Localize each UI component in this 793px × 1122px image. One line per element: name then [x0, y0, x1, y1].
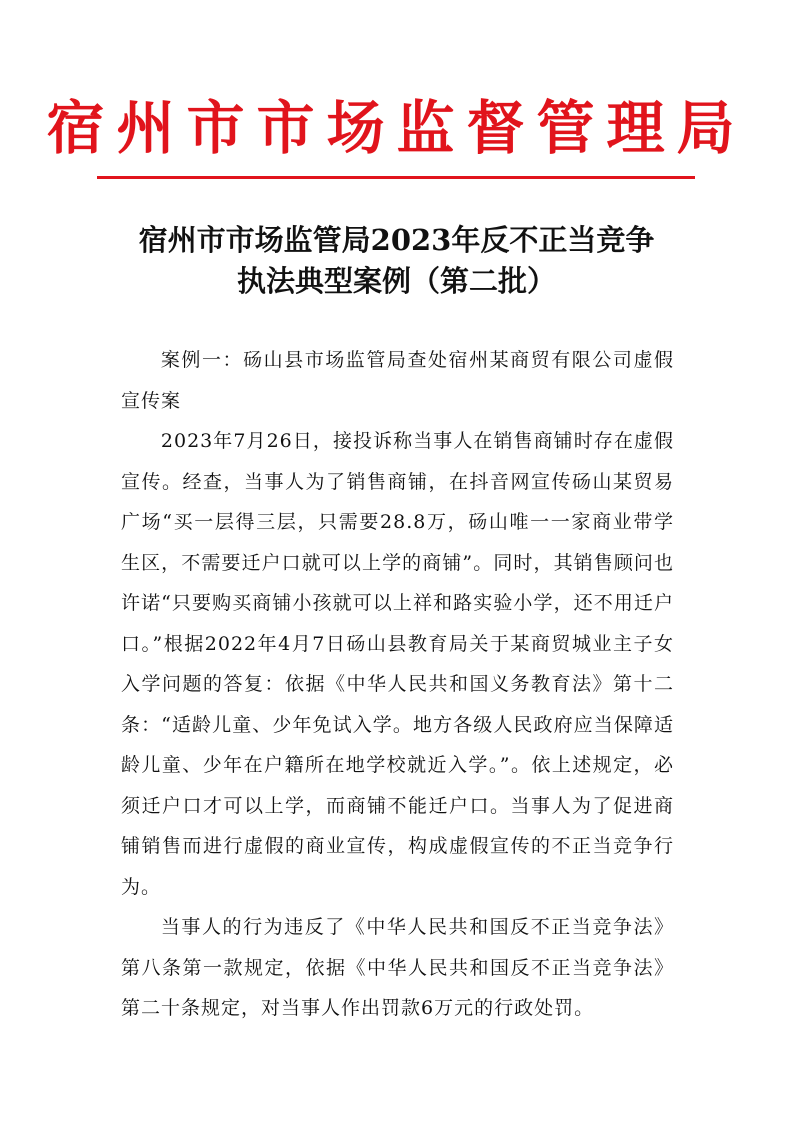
case-heading: 案例一：砀山县市场监管局查处宿州某商贸有限公司虚假宣传案 — [121, 349, 674, 412]
case-body — [121, 340, 674, 1029]
document-title-line-1: 宿州市市场监管局2023年反不正当竞争 — [138, 223, 655, 257]
masthead-org-name: 宿州市市场监督管理局 — [46, 94, 747, 162]
case-paragraph-facts: 2023年7月26日，接投诉称当事人在销售商铺时存在虚假宣传。经查，当事人为了销售商铺，在抖音网宣传砀山某贸易广场“买一层得三层，只需要28.8万，砀山唯一一家商业带学生区，不需要迁户口就可以上学的商铺”。同时，其销售顾问也许诺“只要购买商铺小孩就可以上祥和路实验小学，还不用迁户口。”根据2022年4月7日砀山县教育局关于某商贸城业主子女入学问题的答复：依据《中华人民共和国义务教育法》第十二条：“适龄儿童、少年免试入学。地方各级人民政府应当保障适龄儿童、少年在户籍所在地学校就近入学。”。依上述规定，必须迁户口才可以上学，而商铺不能迁户口。当事人为了促进商铺销售而进行虚假的商业宣传，构成虚假宣传的不正当竞争行为。 — [121, 430, 674, 898]
masthead-red-rule — [97, 176, 695, 179]
case-paragraph-penalty: 当事人的行为违反了《中华人民共和国反不正当竞争法》第八条第一款规定，依据《中华人民共和国反不正当竞争法》第二十条规定，对当事人作出罚款6万元的行政处罚。 — [121, 916, 674, 1019]
document-title-line-2: 执法典型案例（第二批） — [236, 264, 556, 298]
